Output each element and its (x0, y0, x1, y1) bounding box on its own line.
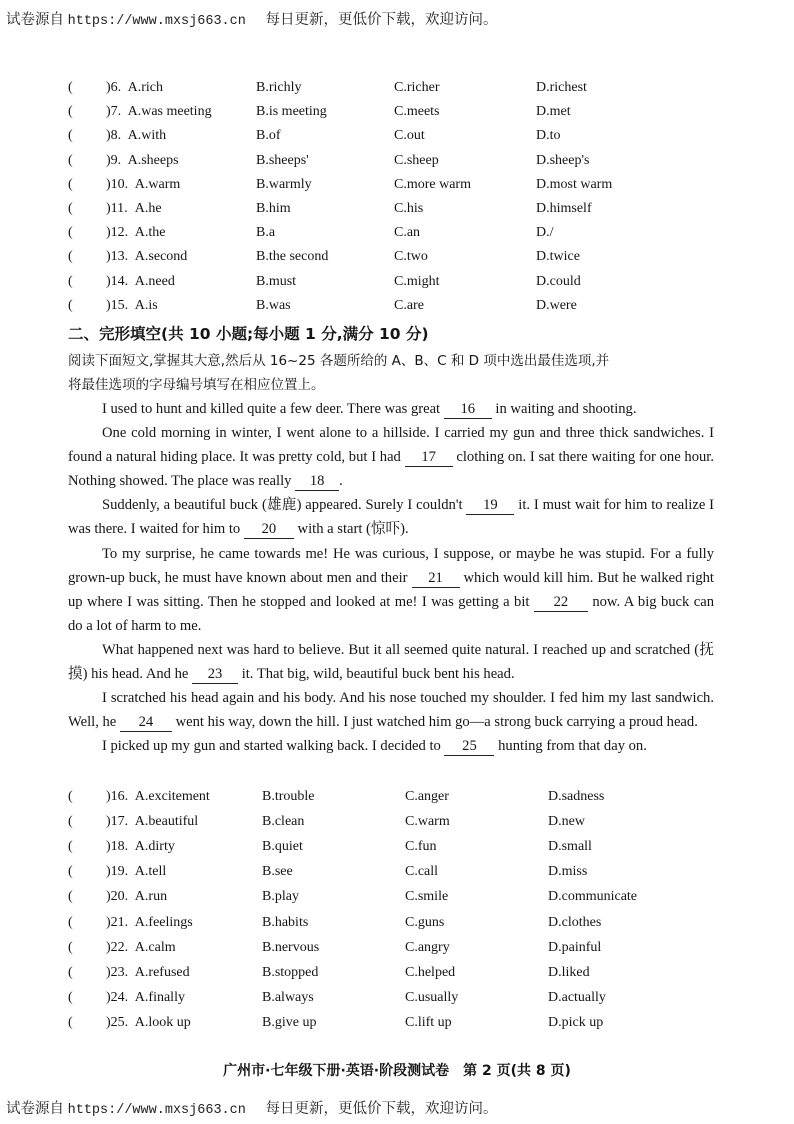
paragraph: Suddenly, a beautiful buck (雄鹿) appeared. Surely I couldn't 19 it. I must wait for him to realize I was there. I waited for him to 20 with a start (惊吓). (68, 497, 715, 538)
option-c[interactable]: C.his (394, 201, 424, 216)
question-row-22 (0, 940, 794, 962)
option-c[interactable]: C.an (394, 225, 421, 241)
option-a[interactable]: A.feelings (134, 914, 193, 930)
answer-paren[interactable]: ( (68, 152, 73, 168)
option-c[interactable]: C.fun (405, 839, 437, 855)
option-d[interactable]: D.could (536, 273, 581, 289)
question-number: )21. (106, 914, 129, 930)
option-b[interactable]: B.sheeps' (256, 152, 309, 168)
option-b[interactable]: B.him (256, 201, 291, 216)
option-d[interactable]: D.twice (536, 249, 580, 265)
paragraph: I picked up my gun and started walking back. I decided to 25 hunting from that day on. (102, 738, 647, 755)
option-b[interactable]: B.see (262, 864, 293, 880)
answer-paren[interactable]: ( (68, 789, 73, 804)
option-a[interactable]: A.dirty (134, 839, 175, 855)
blank-25[interactable]: 25 (444, 738, 494, 756)
option-a[interactable]: A.the (134, 225, 166, 241)
option-a[interactable]: A.second (134, 249, 188, 265)
option-d[interactable]: D.himself (536, 201, 592, 216)
cloze-passage (68, 397, 714, 758)
page-header (6, 8, 497, 29)
source-label: 试卷源自 (6, 12, 64, 28)
question-number: )13. (106, 249, 129, 265)
question-number: )16. (106, 789, 129, 804)
question-row-25 (0, 1015, 794, 1037)
question-row-19 (0, 864, 794, 886)
option-b[interactable]: B.of (256, 128, 281, 144)
instruction-line-2: 将最佳选项的字母编号填写在相应位置上。 (68, 377, 325, 393)
answer-paren[interactable]: ( (68, 273, 73, 289)
answer-paren[interactable]: ( (68, 176, 73, 192)
question-number: )22. (106, 939, 129, 955)
option-b[interactable]: B.richly (256, 80, 302, 95)
option-c[interactable]: C.lift up (405, 1014, 452, 1030)
option-c[interactable]: C.richer (394, 80, 440, 95)
option-c[interactable]: C.are (394, 297, 424, 313)
question-number: )7. (106, 104, 122, 120)
question-number: )17. (106, 814, 129, 830)
question-number: )20. (106, 889, 129, 905)
question-row-17 (0, 814, 794, 836)
option-d[interactable]: D.sheep's (536, 152, 590, 168)
option-c[interactable]: C.sheep (394, 152, 439, 168)
option-b[interactable]: B.give up (262, 1014, 317, 1030)
option-a[interactable]: A.with (127, 128, 167, 144)
question-row-13 (0, 249, 794, 271)
paragraph: What happened next was hard to believe. But it all seemed quite natural. I reached up and scratched (抚摸) his head. And he 23 it. That big, wild, beautiful buck bent his head. (68, 641, 714, 683)
option-b[interactable]: B.is meeting (256, 104, 327, 120)
answer-paren[interactable]: ( (68, 989, 73, 1005)
option-a[interactable]: A.he (134, 201, 162, 216)
page-footer: 广州市·七年级下册·英语·阶段测试卷 第 2 页(共 8 页) (223, 1063, 571, 1079)
option-b[interactable]: B.play (262, 889, 299, 905)
question-number: )23. (106, 964, 129, 980)
question-row-6 (0, 80, 794, 102)
option-d[interactable]: D.liked (548, 964, 590, 980)
paragraph: I scratched his head again and his body. And his nose touched my shoulder. I fed him my last sandwich. Well, he 24 went his way, down the hill. I just watched him go—a strong buck carrying a proud head. (68, 690, 714, 731)
option-c[interactable]: C.guns (405, 914, 445, 930)
question-row-18 (0, 839, 794, 861)
answer-paren[interactable]: ( (68, 249, 73, 265)
blank-20[interactable]: 20 (244, 521, 294, 539)
option-a[interactable]: A.need (134, 273, 175, 289)
option-b[interactable]: B.habits (262, 914, 309, 930)
option-b[interactable]: B.warmly (256, 176, 312, 192)
answer-paren[interactable]: ( (68, 128, 73, 144)
answer-paren[interactable]: ( (68, 201, 73, 216)
answer-paren[interactable]: ( (68, 297, 73, 313)
option-d[interactable]: D.pick up (548, 1014, 604, 1030)
question-row-21 (0, 915, 794, 937)
blank-24[interactable]: 24 (120, 714, 172, 732)
option-b[interactable]: B.must (256, 273, 297, 289)
option-d[interactable]: D./ (536, 225, 554, 241)
option-a[interactable]: A.tell (134, 864, 167, 880)
blank-19[interactable]: 19 (466, 497, 514, 515)
blank-16[interactable]: 16 (444, 401, 492, 419)
option-a[interactable]: A.was meeting (127, 104, 212, 120)
option-b[interactable]: B.stopped (262, 964, 319, 980)
question-number: )10. (106, 176, 129, 192)
option-a[interactable]: A.excitement (134, 789, 210, 804)
question-row-7 (0, 104, 794, 126)
page-bottom-banner (6, 1097, 497, 1118)
question-number: )19. (106, 864, 129, 880)
option-b[interactable]: B.was (256, 297, 291, 313)
answer-paren[interactable]: ( (68, 914, 73, 930)
option-d[interactable]: D.painful (548, 939, 602, 955)
option-d[interactable]: D.richest (536, 80, 587, 95)
answer-paren[interactable]: ( (68, 889, 73, 905)
instruction-line-1: 阅读下面短文,掌握其大意,然后从 16~25 各题所给的 A、B、C 和 D 项中选出最佳选项,并 (68, 353, 610, 369)
source-label: 试卷源自 (6, 1101, 64, 1117)
option-d[interactable]: D.communicate (548, 889, 638, 905)
option-b[interactable]: B.always (262, 989, 314, 1005)
option-b[interactable]: B.quiet (262, 839, 303, 855)
option-c[interactable]: C.usually (405, 989, 459, 1005)
header-slogan: 每日更新，更低价下载，欢迎访问。 (265, 1101, 498, 1117)
option-c[interactable]: C.might (394, 273, 440, 289)
question-row-14 (0, 274, 794, 296)
answer-paren[interactable]: ( (68, 225, 73, 241)
question-number: )24. (106, 989, 129, 1005)
option-a[interactable]: A.run (134, 889, 168, 905)
option-a[interactable]: A.is (134, 297, 158, 313)
option-d[interactable]: D.miss (548, 864, 588, 880)
answer-paren[interactable]: ( (68, 839, 73, 855)
option-d[interactable]: D.most warm (536, 176, 613, 192)
option-a[interactable]: A.look up (134, 1014, 191, 1030)
question-number: )6. (106, 80, 122, 95)
answer-paren[interactable]: ( (68, 964, 73, 980)
answer-paren[interactable]: ( (68, 939, 73, 955)
question-number: )9. (106, 152, 122, 168)
option-d[interactable]: D.were (536, 297, 577, 313)
question-number: )12. (106, 225, 129, 241)
answer-paren[interactable]: ( (68, 80, 73, 95)
section-title: 二、完形填空(共 10 小题;每小题 1 分,满分 10 分) (68, 325, 429, 343)
question-row-12 (0, 225, 794, 247)
paragraph: To my surprise, he came towards me! He was curious, I suppose, or maybe he was stupid. For a fully grown-up buck, he must have known about men and their 21 which would kill him. But he walked right up where I was sitting. Then he stopped and looked at me! I was getting a bit 22 now. A big buck can do a lot of harm to me. (68, 545, 715, 634)
question-number: )11. (106, 201, 128, 216)
option-c[interactable]: C.more warm (394, 176, 471, 192)
option-a[interactable]: A.calm (134, 939, 176, 955)
option-b[interactable]: B.clean (262, 814, 305, 830)
blank-23[interactable]: 23 (192, 666, 238, 684)
option-c[interactable]: C.out (394, 128, 425, 144)
source-url-link[interactable]: https://www.mxsj663.cn (67, 1103, 246, 1118)
source-url-link[interactable]: https://www.mxsj663.cn (67, 14, 246, 29)
option-b[interactable]: B.the second (256, 249, 329, 265)
answer-paren[interactable]: ( (68, 104, 73, 120)
option-b[interactable]: B.a (256, 225, 276, 241)
blank-17[interactable]: 17 (405, 449, 453, 467)
option-b[interactable]: B.trouble (262, 789, 315, 804)
question-number: )25. (106, 1014, 129, 1030)
option-a[interactable]: A.beautiful (134, 814, 199, 830)
option-c[interactable]: C.meets (394, 104, 440, 120)
option-b[interactable]: B.nervous (262, 939, 320, 955)
question-row-10 (0, 177, 794, 199)
answer-paren[interactable]: ( (68, 1014, 73, 1030)
option-c[interactable]: C.smile (405, 889, 449, 905)
option-d[interactable]: D.sadness (548, 789, 605, 804)
question-number: )18. (106, 839, 129, 855)
question-row-16 (0, 789, 794, 811)
question-row-9 (0, 153, 794, 175)
question-row-23 (0, 965, 794, 987)
blank-18[interactable]: 18 (295, 473, 339, 491)
answer-paren[interactable]: ( (68, 864, 73, 880)
question-row-15 (0, 298, 794, 320)
paragraph: I used to hunt and killed quite a few deer. There was great 16 in waiting and shooting. (102, 401, 637, 417)
option-d[interactable]: D.small (548, 839, 592, 855)
option-c[interactable]: C.two (394, 249, 428, 265)
option-c[interactable]: C.helped (405, 964, 456, 980)
answer-paren[interactable]: ( (68, 814, 73, 830)
question-row-24 (0, 990, 794, 1012)
paragraph: One cold morning in winter, I went alone to a hillside. I carried my gun and three thick sandwiches. I found a natural hiding place. It was pretty cold, but I had 17 clothing on. I sat there waiting for one hour. Nothing showed. The place was really 18 . (68, 425, 715, 490)
blank-21[interactable]: 21 (412, 570, 460, 588)
question-number: )8. (106, 128, 122, 144)
option-d[interactable]: D.to (536, 128, 561, 144)
option-c[interactable]: C.warm (405, 814, 450, 830)
question-row-8 (0, 128, 794, 150)
option-a[interactable]: A.sheeps (127, 152, 179, 168)
option-a[interactable]: A.rich (127, 80, 163, 95)
blank-22[interactable]: 22 (534, 594, 588, 612)
option-a[interactable]: A.refused (134, 964, 190, 980)
question-row-20 (0, 889, 794, 911)
header-slogan: 每日更新，更低价下载，欢迎访问。 (265, 12, 498, 28)
option-d[interactable]: D.new (548, 814, 585, 830)
option-d[interactable]: D.met (536, 104, 571, 120)
option-a[interactable]: A.warm (134, 176, 181, 192)
option-a[interactable]: A.finally (134, 989, 185, 1005)
option-c[interactable]: C.angry (405, 939, 450, 955)
question-number: )15. (106, 297, 129, 313)
question-row-11 (0, 201, 794, 223)
question-number: )14. (106, 273, 129, 289)
option-c[interactable]: C.call (405, 864, 439, 880)
option-d[interactable]: D.clothes (548, 914, 602, 930)
option-c[interactable]: C.anger (405, 789, 449, 804)
option-d[interactable]: D.actually (548, 989, 606, 1005)
